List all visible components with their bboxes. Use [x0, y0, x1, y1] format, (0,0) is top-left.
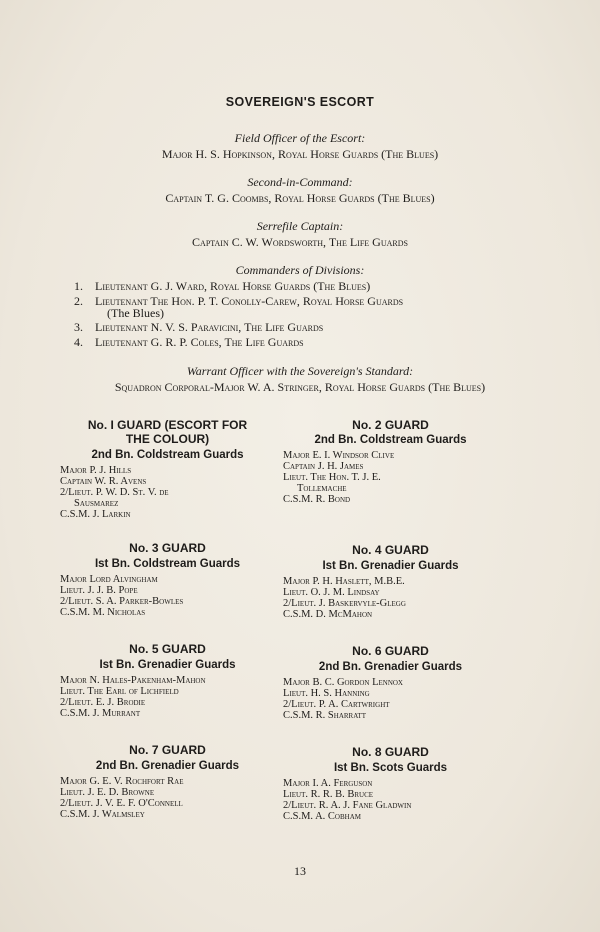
- member: Major B. C. Gordon Lennox: [283, 677, 403, 688]
- guard-title: No. 3 GUARD: [129, 541, 206, 555]
- page-number: 13: [294, 864, 306, 878]
- page-title: SOVEREIGN'S ESCORT: [225, 95, 375, 109]
- second-in-command-name: Captain T. G. Coombs, Royal Horse Guards (The Blues): [165, 191, 435, 205]
- member: C.S.M. J. Larkin: [60, 509, 131, 520]
- guard-members: [283, 778, 498, 822]
- guard-members: [60, 776, 275, 820]
- guard-block-1: [60, 418, 275, 520]
- member: C.S.M. A. Cobham: [283, 811, 361, 822]
- commander-name: Lieutenant The Hon. P. T. Conolly-Carew, Royal Horse Guards: [95, 294, 404, 308]
- member: 2/Lieut. P. A. Cartwright: [283, 699, 390, 710]
- guard-battalion: Ist Bn. Scots Guards: [333, 762, 448, 774]
- guard-battalion: 2nd Bn. Grenadier Guards: [318, 661, 463, 673]
- guard-block-3: [60, 541, 275, 618]
- commander-number: 1.: [74, 279, 83, 293]
- member: 2/Lieut. R. A. J. Fane Gladwin: [283, 800, 412, 811]
- member: C.S.M. D. McMahon: [283, 609, 373, 620]
- guard-members: [283, 450, 498, 505]
- member: Lieut. J. J. B. Pope: [60, 585, 138, 596]
- second-in-command-heading: Second-in-Command:: [247, 175, 353, 189]
- guard-title: No. 6 GUARD: [352, 644, 429, 658]
- guard-battalion: 2nd Bn. Grenadier Guards: [95, 760, 240, 772]
- commander-number: 4.: [74, 335, 83, 349]
- warrant-heading: Warrant Officer with the Sovereign's Standard:: [186, 364, 414, 378]
- member: 2/Lieut. E. J. Brodie: [60, 697, 146, 708]
- guard-members: [60, 574, 275, 618]
- commander-number: 3.: [74, 320, 83, 334]
- guard-block-6: [283, 644, 498, 721]
- guard-members: [283, 677, 498, 721]
- commander-name-continuation: (The Blues): [107, 306, 164, 320]
- commander-name: Lieutenant N. V. S. Paravicini, The Life Guards: [95, 320, 324, 334]
- member: C.S.M. M. Nicholas: [60, 607, 146, 618]
- member: Lieut. O. J. M. Lindsay: [283, 587, 380, 598]
- member: 2/Lieut. P. W. D. St. V. de: [60, 487, 169, 498]
- member: C.S.M. R. Sharratt: [283, 710, 367, 721]
- guard-title: No. 5 GUARD: [129, 642, 206, 656]
- commander-name: Lieutenant G. J. Ward, Royal Horse Guards (The Blues): [95, 279, 371, 293]
- member: 2/Lieut. J. V. E. F. O'Connell: [60, 798, 183, 809]
- member: Captain J. H. James: [283, 461, 364, 472]
- guard-members: [60, 465, 275, 520]
- member: 2/Lieut. J. Baskervyle-Glegg: [283, 598, 406, 609]
- guard-block-8: [283, 745, 498, 822]
- member: C.S.M. J. Murrant: [60, 708, 141, 719]
- guard-battalion: Ist Bn. Coldstream Guards: [94, 558, 241, 570]
- field-officer-heading: Field Officer of the Escort:: [234, 131, 366, 145]
- guard-title: No. 4 GUARD: [352, 543, 429, 557]
- guard-members: [60, 675, 275, 719]
- guard-battalion: Ist Bn. Grenadier Guards: [322, 560, 459, 572]
- guard-block-5: [60, 642, 275, 719]
- member: Lieut. The Hon. T. J. E.: [283, 472, 381, 483]
- guard-battalion: Ist Bn. Grenadier Guards: [99, 659, 236, 671]
- member: Lieut. J. E. D. Browne: [60, 787, 155, 798]
- guard-block-7: [60, 743, 275, 820]
- member: Major P. J. Hills: [60, 465, 132, 476]
- guard-title: No. 7 GUARD: [129, 743, 206, 757]
- member: Major I. A. Ferguson: [283, 778, 373, 789]
- commanders-heading: Commanders of Divisions:: [235, 263, 365, 277]
- commander-number: 2.: [74, 294, 83, 308]
- member: Lieut. The Earl of Lichfield: [60, 686, 179, 697]
- guard-title: No. I GUARD (ESCORT FOR: [87, 418, 248, 432]
- serrefile-captain-name: Captain C. W. Wordsworth, The Life Guards: [192, 235, 408, 249]
- guard-title: No. 8 GUARD: [352, 745, 429, 759]
- member: Major P. H. Haslett, M.B.E.: [283, 576, 405, 587]
- member: C.S.M. J. Walmsley: [60, 809, 145, 820]
- guard-title-continued: THE COLOUR): [125, 432, 210, 446]
- guard-block-4: [283, 543, 498, 620]
- serrefile-captain-heading: Serrefile Captain:: [256, 219, 344, 233]
- member: 2/Lieut. S. A. Parker-Bowles: [60, 596, 184, 607]
- member: Lieut. H. S. Hanning: [283, 688, 370, 699]
- guard-block-2: [283, 418, 498, 505]
- guard-battalion: 2nd Bn. Coldstream Guards: [91, 449, 244, 461]
- guard-members: [283, 576, 498, 620]
- member: Major Lord Alvingham: [60, 574, 158, 585]
- member: Major N. Hales-Pakenham-Mahon: [60, 675, 206, 686]
- member: Lieut. R. R. B. Bruce: [283, 789, 374, 800]
- member-continuation: Tollemache: [297, 483, 347, 494]
- member: C.S.M. R. Bond: [283, 494, 351, 505]
- commander-name: Lieutenant G. R. P. Coles, The Life Guards: [95, 335, 304, 349]
- member: Captain W. R. Avens: [60, 476, 147, 487]
- field-officer-name: Major H. S. Hopkinson, Royal Horse Guards (The Blues): [161, 147, 439, 161]
- guard-title: No. 2 GUARD: [352, 418, 429, 432]
- member: Major G. E. V. Rochfort Rae: [60, 776, 184, 787]
- warrant-name: Squadron Corporal-Major W. A. Stringer, Royal Horse Guards (The Blues): [114, 380, 486, 394]
- guard-battalion: 2nd Bn. Coldstream Guards: [314, 434, 467, 446]
- member-continuation: Sausmarez: [74, 498, 119, 509]
- member: Major E. I. Windsor Clive: [283, 450, 395, 461]
